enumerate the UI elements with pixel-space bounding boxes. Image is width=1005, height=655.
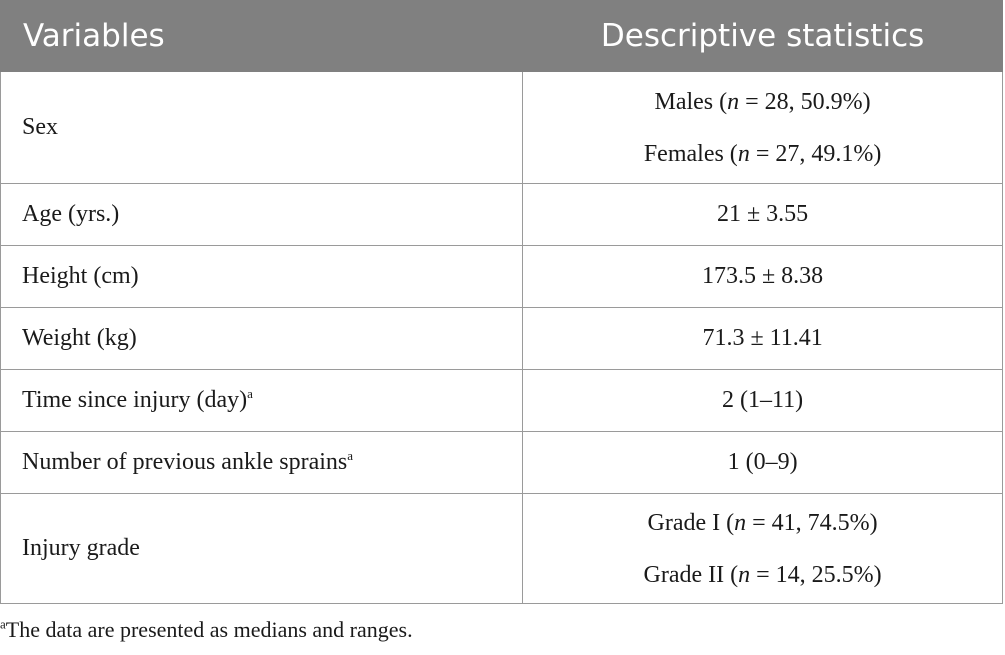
footnote-text: The data are presented as medians and ranges. — [5, 617, 413, 642]
value-line: Grade II (n = 14, 25.5%) — [643, 561, 882, 588]
row-value — [523, 72, 1003, 184]
row-value: 2 (1–11) — [523, 370, 1003, 432]
value-line: Males (n = 28, 50.9%) — [654, 88, 871, 115]
row-label: Age (yrs.) — [1, 184, 523, 246]
row-label — [1, 72, 523, 184]
footnote-marker: a — [247, 386, 253, 401]
row-value: 173.5 ± 8.38 — [523, 246, 1003, 308]
row-label: Height (cm) — [1, 246, 523, 308]
row-value — [523, 494, 1003, 604]
table-row — [1, 308, 1003, 370]
value-line: Females (n = 27, 49.1%) — [643, 140, 882, 167]
footnote-marker: a — [347, 448, 354, 463]
table-footnote — [0, 617, 413, 643]
table-row — [1, 72, 1003, 184]
table-row — [1, 494, 1003, 604]
row-value: 21 ± 3.55 — [523, 184, 1003, 246]
row-value: 1 (0–9) — [523, 432, 1003, 494]
table-row — [1, 370, 1003, 432]
table-row — [1, 246, 1003, 308]
row-value: 71.3 ± 11.41 — [523, 308, 1003, 370]
header-descriptive-statistics: Descriptive statistics — [523, 1, 1003, 72]
table-header-row — [1, 1, 1003, 72]
row-label: Time since injury (day)$^a$ — [1, 370, 523, 432]
table-row — [1, 432, 1003, 494]
row-label-text: Sex — [22, 114, 58, 140]
header-variables: Variables — [1, 1, 523, 72]
value-line: Grade I (n = 41, 74.5%) — [647, 509, 878, 536]
row-label: Injury grade — [1, 494, 523, 604]
row-label: Number of previous ankle sprains$^a$ — [1, 432, 523, 494]
footnote-marker: a — [0, 616, 6, 632]
table-row — [1, 184, 1003, 246]
row-label: Weight (kg) — [1, 308, 523, 370]
